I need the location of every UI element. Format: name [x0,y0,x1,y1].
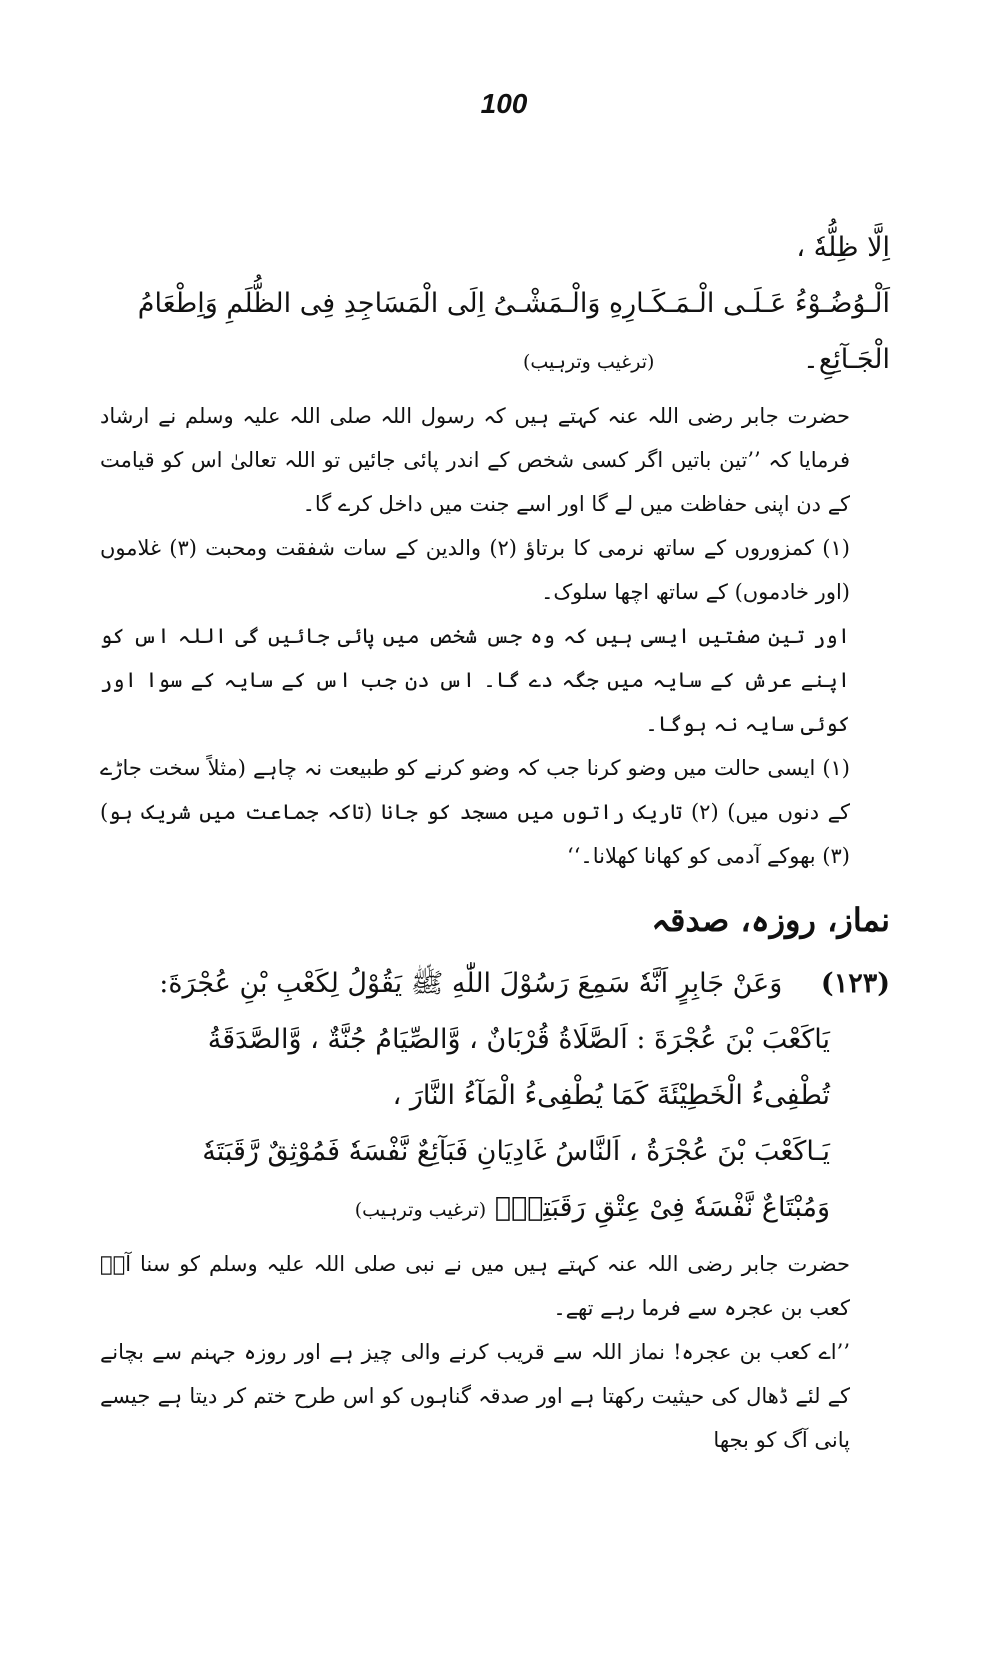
page-content [100,220,890,1462]
arabic-text-line [100,332,890,390]
arabic-text-line [100,956,890,1012]
section-heading: نماز، روزہ، صدقہ [651,901,890,939]
translation-paragraph: اور تین صفتیں ایسی ہیں کہ وہ جس شخص میں پائی جائیں گی اللہ اس کو اپنے عرش کے سایہ میں جگہ دے گا۔ اس دن جب اس کے سایہ کے سوا اور کوئی سایہ نہ ہوگا۔ [100,624,850,736]
citation: (ترغیب وترہیب) [354,1199,487,1221]
arabic-text-line [100,1180,890,1238]
hadith-number: (۱۲۳) [820,968,890,999]
points-paragraph: (۱) کمزوروں کے ساتھ نرمی کا برتاؤ (۲) والدین کے سات شفقت ومحبت (۳) غلاموں (اور خادموں) کے ساتھ اچھا سلوک۔ [100,536,850,604]
arabic-text-line: تُطْفِىءُ الْخَطِيْئَةَ كَمَا يُطْفِىءُ الْمَآءُ النَّارَ ، [392,1080,830,1111]
arabic-text-fragment: وَمُبْتَاعٌ نَّفْسَهٗ فِىْ عِتْقِ رَقَبَتِهٖ۔ [494,1192,830,1223]
arabic-text-fragment: وَعَنْ جَابِرٍ اَنَّهٗ سَمِعَ رَسُوْلَ اللّٰهِ ﷺ يَقُوْلُ لِكَعْبِ بْنِ عُجْرَةَ: [159,968,783,999]
arabic-text-fragment: الْجَـآئِعِ۔ [803,344,890,375]
page-number: 100 [480,88,528,119]
arabic-text-line: اَلْـوُضُـوْءُ عَـلَـى الْـمَـكَـارِهِ وَالْـمَشْـىُ اِلَى الْمَسَاجِدِ فِى الظُّلَمِ وَاِطْعَامُ [137,288,890,319]
arabic-text-line: يَـاكَعْبَ بْنَ عُجْرَةُ ، اَلنَّاسُ غَادِيَانِ فَبَآئِعٌ نَّفْسَهٗ فَمُوْثِقٌ رَّقَبَتَهٗ [202,1136,830,1167]
citation: (ترغیب وترہیب) [522,351,655,373]
translation-paragraph: ’’اے کعب بن عجرہ! نماز اللہ سے قریب کرنے والی چیز ہے اور روزہ جہنم سے بچانے کے لئے ڈھال کی حیثیت رکھتا ہے اور صدقہ گناہوں کو اس طرح ختم کر دیتا ہے جیسے پانی آگ کو بجھا [100,1340,850,1452]
translation-paragraph: حضرت جابر رضی اللہ عنہ کہتے ہیں کہ رسول اللہ صلی اللہ علیہ وسلم نے ارشاد فرمایا کہ ’’تین باتیں اگر کسی شخص کے اندر پائی جائیں تو اللہ تعالیٰ اس کو قیامت کے دن اپنی حفاظت میں لے گا اور اسے جنت میں داخل کرے گا۔ [100,404,850,516]
arabic-text-line: اِلَّا ظِلُّهٗ ، [796,232,890,263]
arabic-text-line: يَاكَعْبَ بْنَ عُجْرَةَ : اَلصَّلَاةُ قُرْبَانٌ ، وَّالصِّيَامُ جُنَّةٌ ، وَّالصَّدَقَةُ [207,1024,830,1055]
points-paragraph: (۱) ایسی حالت میں وضو کرنا جب کہ وضو کرنے کو طبیعت نہ چاہے (مثلاً سخت جاڑے کے دنوں میں) (۲) تاریک راتوں میں مسجد کو جانا (تاکہ جماعت میں شریک ہو) (۳) بھوکے آدمی کو کھانا کھلانا۔‘‘ [100,756,850,868]
translation-paragraph: حضرت جابر رضی اللہ عنہ کہتے ہیں میں نے نبی صلی اللہ علیہ وسلم کو سنا آپؐ کعب بن عجرہ سے فرما رہے تھے۔ [100,1252,850,1320]
